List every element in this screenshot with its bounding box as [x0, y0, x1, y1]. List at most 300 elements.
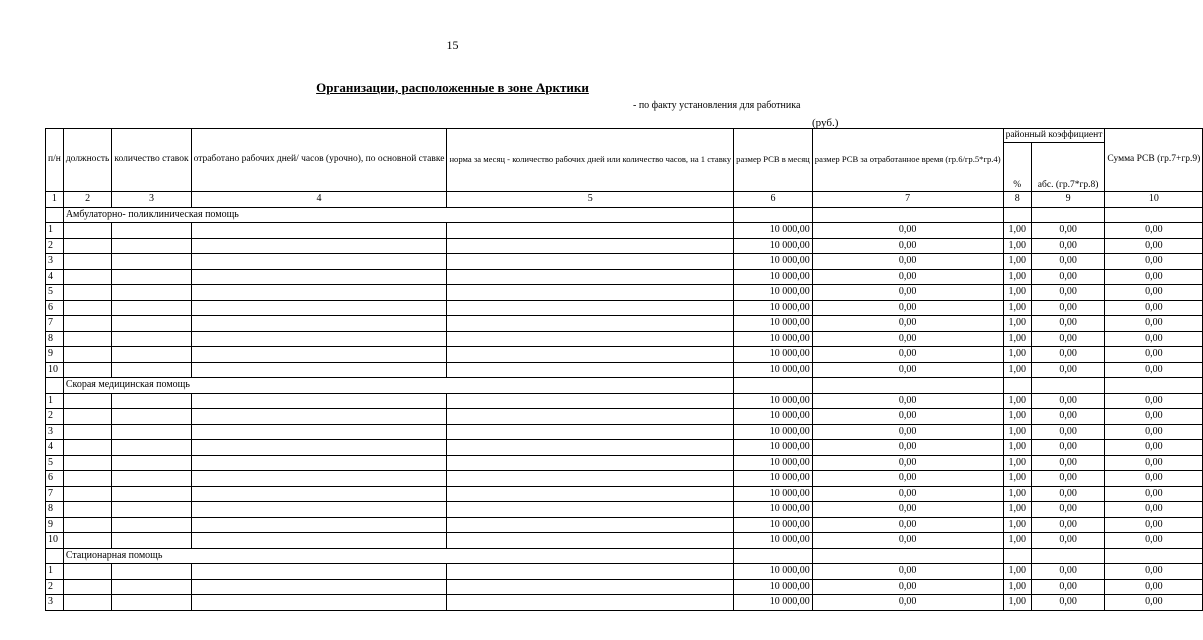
norm-cell	[447, 409, 734, 425]
page-number: 15	[446, 38, 459, 52]
rsv-month-cell: 10 000,00	[734, 285, 813, 301]
norm-cell	[447, 517, 734, 533]
column-number: 7	[812, 192, 1003, 208]
rsv-worked-cell: 0,00	[812, 238, 1003, 254]
column-number: 8	[1003, 192, 1031, 208]
rsv-worked-cell: 0,00	[812, 440, 1003, 456]
rsv-month-cell: 10 000,00	[734, 595, 813, 611]
rsv-month-cell: 10 000,00	[734, 409, 813, 425]
coef-pct-cell: 1,00	[1003, 471, 1031, 487]
row-number: 9	[46, 517, 64, 533]
rates-cell	[112, 362, 191, 378]
rsv-worked-cell: 0,00	[812, 285, 1003, 301]
sum-cell: 0,00	[1105, 285, 1203, 301]
table-row	[46, 269, 1203, 285]
section-spacer	[812, 207, 1003, 223]
column-number: 4	[191, 192, 447, 208]
section-spacer	[46, 207, 64, 223]
norm-cell	[447, 424, 734, 440]
coef-pct-cell: 1,00	[1003, 517, 1031, 533]
sum-cell: 0,00	[1105, 455, 1203, 471]
sum-cell: 0,00	[1105, 347, 1203, 363]
row-number: 2	[46, 409, 64, 425]
rsv-worked-cell: 0,00	[812, 223, 1003, 239]
rates-cell	[112, 254, 191, 270]
column-number: 2	[63, 192, 112, 208]
coef-abs-cell: 0,00	[1031, 424, 1105, 440]
coef-abs-cell: 0,00	[1031, 316, 1105, 332]
position-cell	[63, 409, 112, 425]
row-number: 1	[46, 393, 64, 409]
section-spacer	[46, 378, 64, 394]
norm-cell	[447, 223, 734, 239]
section-spacer	[1003, 207, 1031, 223]
sum-cell: 0,00	[1105, 409, 1203, 425]
rates-cell	[112, 316, 191, 332]
coef-pct-cell: 1,00	[1003, 424, 1031, 440]
rsv-month-cell: 10 000,00	[734, 517, 813, 533]
position-cell	[63, 471, 112, 487]
position-cell	[63, 223, 112, 239]
sum-cell: 0,00	[1105, 424, 1203, 440]
norm-cell	[447, 455, 734, 471]
worked-cell	[191, 455, 447, 471]
section-title: Скорая медицинская помощь	[63, 378, 733, 394]
coef-abs-cell: 0,00	[1031, 331, 1105, 347]
sum-cell: 0,00	[1105, 269, 1203, 285]
table-row	[46, 300, 1203, 316]
position-cell	[63, 254, 112, 270]
table-row	[46, 424, 1203, 440]
header-coef: районный коэффициент	[1003, 129, 1105, 143]
rates-cell	[112, 517, 191, 533]
position-cell	[63, 564, 112, 580]
worked-cell	[191, 331, 447, 347]
worked-cell	[191, 409, 447, 425]
header-rsv-month: размер РСВ в месяц	[734, 129, 813, 192]
row-number: 4	[46, 440, 64, 456]
header-sum: Сумма РСВ (гр.7+гр.9)	[1105, 129, 1203, 192]
section-spacer	[734, 548, 813, 564]
position-cell	[63, 533, 112, 549]
coef-abs-cell: 0,00	[1031, 238, 1105, 254]
coef-pct-cell: 1,00	[1003, 331, 1031, 347]
table-row	[46, 285, 1203, 301]
row-number: 2	[46, 238, 64, 254]
table-row	[46, 347, 1203, 363]
coef-pct-cell: 1,00	[1003, 595, 1031, 611]
section-spacer	[1105, 207, 1203, 223]
rsv-month-cell: 10 000,00	[734, 223, 813, 239]
sum-cell: 0,00	[1105, 331, 1203, 347]
coef-pct-cell: 1,00	[1003, 238, 1031, 254]
rates-cell	[112, 440, 191, 456]
rsv-month-cell: 10 000,00	[734, 564, 813, 580]
coef-abs-cell: 0,00	[1031, 347, 1105, 363]
coef-abs-cell: 0,00	[1031, 393, 1105, 409]
coef-abs-cell: 0,00	[1031, 362, 1105, 378]
coef-abs-cell: 0,00	[1031, 502, 1105, 518]
table-row	[46, 533, 1203, 549]
section-spacer	[812, 378, 1003, 394]
section-spacer	[46, 548, 64, 564]
coef-pct-cell: 1,00	[1003, 347, 1031, 363]
position-cell	[63, 517, 112, 533]
rates-cell	[112, 533, 191, 549]
rates-cell	[112, 409, 191, 425]
rates-cell	[112, 502, 191, 518]
coef-abs-cell: 0,00	[1031, 564, 1105, 580]
rates-cell	[112, 238, 191, 254]
worked-cell	[191, 502, 447, 518]
position-cell	[63, 362, 112, 378]
coef-abs-cell: 0,00	[1031, 269, 1105, 285]
rsv-worked-cell: 0,00	[812, 393, 1003, 409]
table-row	[46, 362, 1203, 378]
rsv-worked-cell: 0,00	[812, 254, 1003, 270]
rsv-month-cell: 10 000,00	[734, 362, 813, 378]
column-number: 6	[734, 192, 813, 208]
section-row	[46, 548, 1203, 564]
column-number: 10	[1105, 192, 1203, 208]
rsv-month-cell: 10 000,00	[734, 455, 813, 471]
norm-cell	[447, 316, 734, 332]
rsv-worked-cell: 0,00	[812, 455, 1003, 471]
coef-pct-cell: 1,00	[1003, 409, 1031, 425]
position-cell	[63, 440, 112, 456]
rsv-worked-cell: 0,00	[812, 362, 1003, 378]
rsv-month-cell: 10 000,00	[734, 502, 813, 518]
worked-cell	[191, 285, 447, 301]
header-rsv-worked: размер РСВ за отработанное время (гр.6/гр.5*гр.4)	[812, 129, 1003, 192]
header-norm: норма за месяц - количество рабочих дней или количество часов, на 1 ставку	[447, 129, 734, 192]
rates-cell	[112, 424, 191, 440]
position-cell	[63, 595, 112, 611]
norm-cell	[447, 486, 734, 502]
section-spacer	[734, 378, 813, 394]
coef-pct-cell: 1,00	[1003, 393, 1031, 409]
row-number: 7	[46, 316, 64, 332]
row-number: 1	[46, 564, 64, 580]
norm-cell	[447, 440, 734, 456]
row-number: 7	[46, 486, 64, 502]
row-number: 5	[46, 455, 64, 471]
rates-cell	[112, 486, 191, 502]
worked-cell	[191, 517, 447, 533]
document-subtitle: - по факту установления для работника	[633, 100, 801, 111]
rates-cell	[112, 471, 191, 487]
rsv-month-cell: 10 000,00	[734, 238, 813, 254]
rsv-worked-cell: 0,00	[812, 471, 1003, 487]
rsv-worked-cell: 0,00	[812, 424, 1003, 440]
rsv-worked-cell: 0,00	[812, 579, 1003, 595]
worked-cell	[191, 300, 447, 316]
norm-cell	[447, 269, 734, 285]
position-cell	[63, 285, 112, 301]
table-row	[46, 517, 1203, 533]
row-number: 3	[46, 424, 64, 440]
rates-cell	[112, 564, 191, 580]
norm-cell	[447, 331, 734, 347]
coef-pct-cell: 1,00	[1003, 300, 1031, 316]
coef-pct-cell: 1,00	[1003, 223, 1031, 239]
table-row	[46, 579, 1203, 595]
sum-cell: 0,00	[1105, 316, 1203, 332]
row-number: 1	[46, 223, 64, 239]
position-cell	[63, 579, 112, 595]
section-row	[46, 207, 1203, 223]
position-cell	[63, 238, 112, 254]
header-worked: отработано рабочих дней/ часов (урочно), по основной ставке	[191, 129, 447, 192]
worked-cell	[191, 393, 447, 409]
coef-abs-cell: 0,00	[1031, 223, 1105, 239]
rsv-worked-cell: 0,00	[812, 316, 1003, 332]
coef-pct-cell: 1,00	[1003, 269, 1031, 285]
table-row	[46, 440, 1203, 456]
coef-pct-cell: 1,00	[1003, 502, 1031, 518]
coef-pct-cell: 1,00	[1003, 579, 1031, 595]
coef-pct-cell: 1,00	[1003, 455, 1031, 471]
table-row	[46, 393, 1203, 409]
coef-abs-cell: 0,00	[1031, 579, 1105, 595]
rates-cell	[112, 300, 191, 316]
rsv-worked-cell: 0,00	[812, 595, 1003, 611]
column-number: 9	[1031, 192, 1105, 208]
rsv-worked-cell: 0,00	[812, 517, 1003, 533]
rsv-month-cell: 10 000,00	[734, 440, 813, 456]
section-spacer	[1105, 378, 1203, 394]
section-spacer	[1003, 378, 1031, 394]
coef-abs-cell: 0,00	[1031, 300, 1105, 316]
rsv-worked-cell: 0,00	[812, 486, 1003, 502]
worked-cell	[191, 362, 447, 378]
norm-cell	[447, 502, 734, 518]
rsv-month-cell: 10 000,00	[734, 347, 813, 363]
row-number: 10	[46, 533, 64, 549]
section-row	[46, 378, 1203, 394]
coef-abs-cell: 0,00	[1031, 409, 1105, 425]
sum-cell: 0,00	[1105, 579, 1203, 595]
rsv-worked-cell: 0,00	[812, 331, 1003, 347]
section-spacer	[812, 548, 1003, 564]
rsv-worked-cell: 0,00	[812, 409, 1003, 425]
position-cell	[63, 393, 112, 409]
table-body	[46, 192, 1203, 611]
rates-cell	[112, 393, 191, 409]
header-coef-pct: %	[1003, 143, 1031, 192]
coef-pct-cell: 1,00	[1003, 285, 1031, 301]
coef-abs-cell: 0,00	[1031, 517, 1105, 533]
rates-cell	[112, 269, 191, 285]
currency-unit: (руб.)	[812, 117, 839, 129]
row-number: 6	[46, 471, 64, 487]
rsv-worked-cell: 0,00	[812, 300, 1003, 316]
section-spacer	[734, 207, 813, 223]
rsv-month-cell: 10 000,00	[734, 471, 813, 487]
norm-cell	[447, 579, 734, 595]
worked-cell	[191, 424, 447, 440]
position-cell	[63, 300, 112, 316]
table-row	[46, 223, 1203, 239]
rates-cell	[112, 579, 191, 595]
row-number: 4	[46, 269, 64, 285]
header-coef-abs: абс. (гр.7*гр.8)	[1031, 143, 1105, 192]
table-row	[46, 316, 1203, 332]
header-rates: количество ставок	[112, 129, 191, 192]
position-cell	[63, 424, 112, 440]
table-row	[46, 486, 1203, 502]
sum-cell: 0,00	[1105, 254, 1203, 270]
worked-cell	[191, 269, 447, 285]
sum-cell: 0,00	[1105, 300, 1203, 316]
worked-cell	[191, 595, 447, 611]
column-number: 1	[46, 192, 64, 208]
position-cell	[63, 347, 112, 363]
rsv-worked-cell: 0,00	[812, 347, 1003, 363]
row-number: 2	[46, 579, 64, 595]
rsv-worked-cell: 0,00	[812, 564, 1003, 580]
coef-abs-cell: 0,00	[1031, 455, 1105, 471]
sum-cell: 0,00	[1105, 517, 1203, 533]
header-pn: п/н	[46, 129, 64, 192]
coef-pct-cell: 1,00	[1003, 486, 1031, 502]
rsv-worked-cell: 0,00	[812, 502, 1003, 518]
row-number: 3	[46, 595, 64, 611]
coef-pct-cell: 1,00	[1003, 440, 1031, 456]
worked-cell	[191, 564, 447, 580]
rsv-month-cell: 10 000,00	[734, 254, 813, 270]
table-row	[46, 409, 1203, 425]
sum-cell: 0,00	[1105, 393, 1203, 409]
worked-cell	[191, 254, 447, 270]
coef-abs-cell: 0,00	[1031, 440, 1105, 456]
norm-cell	[447, 254, 734, 270]
rates-cell	[112, 347, 191, 363]
worked-cell	[191, 223, 447, 239]
rsv-month-cell: 10 000,00	[734, 486, 813, 502]
coef-pct-cell: 1,00	[1003, 362, 1031, 378]
coef-abs-cell: 0,00	[1031, 595, 1105, 611]
section-spacer	[1031, 548, 1105, 564]
norm-cell	[447, 533, 734, 549]
coef-abs-cell: 0,00	[1031, 471, 1105, 487]
section-spacer	[1105, 548, 1203, 564]
norm-cell	[447, 595, 734, 611]
worked-cell	[191, 316, 447, 332]
worked-cell	[191, 347, 447, 363]
rsv-month-cell: 10 000,00	[734, 579, 813, 595]
norm-cell	[447, 300, 734, 316]
position-cell	[63, 502, 112, 518]
row-number: 10	[46, 362, 64, 378]
coef-abs-cell: 0,00	[1031, 285, 1105, 301]
table-row	[46, 331, 1203, 347]
worked-cell	[191, 579, 447, 595]
table-row	[46, 238, 1203, 254]
sum-cell: 0,00	[1105, 223, 1203, 239]
position-cell	[63, 316, 112, 332]
norm-cell	[447, 393, 734, 409]
rsv-table	[45, 128, 1203, 611]
row-number: 3	[46, 254, 64, 270]
sum-cell: 0,00	[1105, 533, 1203, 549]
rates-cell	[112, 331, 191, 347]
coef-pct-cell: 1,00	[1003, 533, 1031, 549]
norm-cell	[447, 347, 734, 363]
sum-cell: 0,00	[1105, 440, 1203, 456]
section-spacer	[1031, 378, 1105, 394]
document-title: Организации, расположенные в зоне Арктики	[316, 80, 589, 95]
worked-cell	[191, 533, 447, 549]
coef-pct-cell: 1,00	[1003, 316, 1031, 332]
table-row	[46, 502, 1203, 518]
rsv-worked-cell: 0,00	[812, 269, 1003, 285]
worked-cell	[191, 238, 447, 254]
section-title: Амбулаторно- поликлиническая помощь	[63, 207, 733, 223]
rsv-month-cell: 10 000,00	[734, 300, 813, 316]
coef-pct-cell: 1,00	[1003, 254, 1031, 270]
column-number: 5	[447, 192, 734, 208]
position-cell	[63, 486, 112, 502]
rsv-month-cell: 10 000,00	[734, 331, 813, 347]
table-row	[46, 455, 1203, 471]
coef-pct-cell: 1,00	[1003, 564, 1031, 580]
rates-cell	[112, 223, 191, 239]
row-number: 6	[46, 300, 64, 316]
rsv-month-cell: 10 000,00	[734, 269, 813, 285]
sum-cell: 0,00	[1105, 564, 1203, 580]
table-row	[46, 471, 1203, 487]
rsv-month-cell: 10 000,00	[734, 533, 813, 549]
row-number: 9	[46, 347, 64, 363]
rsv-worked-cell: 0,00	[812, 533, 1003, 549]
coef-abs-cell: 0,00	[1031, 486, 1105, 502]
row-number: 8	[46, 331, 64, 347]
sum-cell: 0,00	[1105, 362, 1203, 378]
sum-cell: 0,00	[1105, 471, 1203, 487]
header-position: должность	[63, 129, 112, 192]
sum-cell: 0,00	[1105, 486, 1203, 502]
norm-cell	[447, 285, 734, 301]
worked-cell	[191, 486, 447, 502]
rates-cell	[112, 595, 191, 611]
sum-cell: 0,00	[1105, 238, 1203, 254]
sum-cell: 0,00	[1105, 502, 1203, 518]
sum-cell: 0,00	[1105, 595, 1203, 611]
norm-cell	[447, 564, 734, 580]
section-spacer	[1003, 548, 1031, 564]
norm-cell	[447, 471, 734, 487]
rsv-month-cell: 10 000,00	[734, 424, 813, 440]
worked-cell	[191, 471, 447, 487]
table-row	[46, 595, 1203, 611]
rates-cell	[112, 455, 191, 471]
section-title: Стационарная помощь	[63, 548, 733, 564]
row-number: 8	[46, 502, 64, 518]
table-row	[46, 564, 1203, 580]
position-cell	[63, 269, 112, 285]
position-cell	[63, 331, 112, 347]
rsv-month-cell: 10 000,00	[734, 316, 813, 332]
column-numbers-row	[46, 192, 1203, 208]
position-cell	[63, 455, 112, 471]
section-spacer	[1031, 207, 1105, 223]
norm-cell	[447, 238, 734, 254]
row-number: 5	[46, 285, 64, 301]
coef-abs-cell: 0,00	[1031, 254, 1105, 270]
rates-cell	[112, 285, 191, 301]
worked-cell	[191, 440, 447, 456]
